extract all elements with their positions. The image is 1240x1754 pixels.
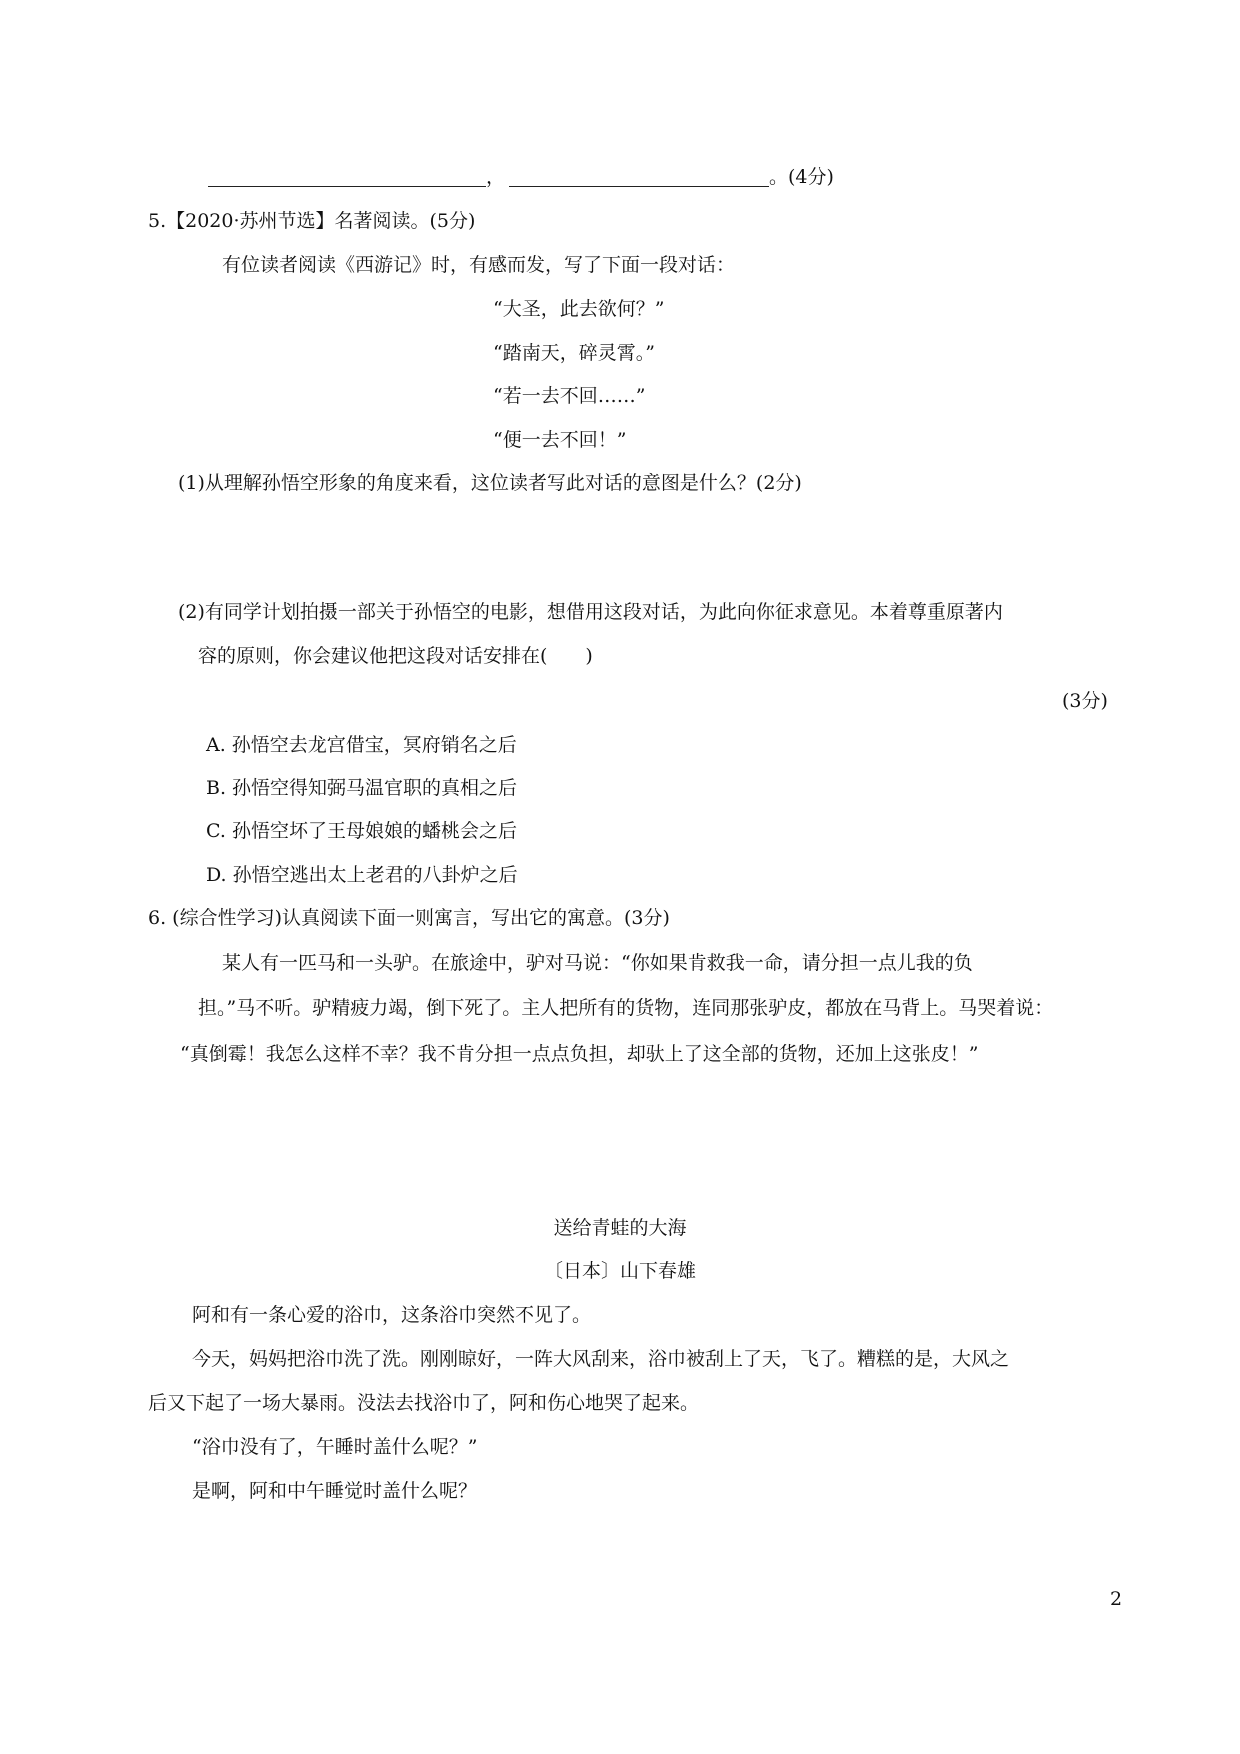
fable-line-1: 某人有一匹马和一头驴。在旅途中，驴对马说：“你如果肯救我一命，请分担一点儿我的负 — [222, 952, 973, 974]
story-paragraph-2-line2: 后又下起了一场大暴雨。没法去找浴巾了，阿和伤心地哭了起来。 — [148, 1392, 700, 1414]
q5-title: 5.【2020·苏州节选】名著阅读。(5分) — [148, 210, 476, 232]
q5-sub1: (1)从理解孙悟空形象的角度来看，这位读者写此对话的意图是什么？(2分) — [178, 472, 802, 494]
comma: ， — [486, 166, 506, 188]
q5-sub2-line2: 容的原则，你会建议他把这段对话安排在( ) — [198, 645, 593, 667]
q5-intro: 有位读者阅读《西游记》时，有感而发，写了下面一段对话： — [222, 254, 736, 276]
page-number: 2 — [1110, 1588, 1123, 1610]
story-paragraph-2-line1: 今天，妈妈把浴巾洗了洗。刚刚晾好，一阵大风刮来，浴巾被刮上了天，飞了。糟糕的是，大风之 — [192, 1348, 1010, 1370]
dialogue-line-4: “便一去不回！” — [493, 429, 627, 451]
story-paragraph-1: 阿和有一条心爱的浴巾，这条浴巾突然不见了。 — [192, 1304, 592, 1326]
story-paragraph-4: 是啊，阿和中午睡觉时盖什么呢？ — [192, 1480, 478, 1502]
option-c: C. 孙悟空坏了王母娘娘的蟠桃会之后 — [206, 820, 517, 842]
answer-blank-2[interactable] — [509, 166, 769, 187]
story-title: 送给青蛙的大海 — [553, 1217, 687, 1239]
dialogue-line-1: “大圣，此去欲何？” — [493, 298, 665, 320]
q5-sub2-line1: (2)有同学计划拍摄一部关于孙悟空的电影，想借用这段对话，为此向你征求意见。本着尊重原著内 — [178, 601, 1003, 623]
fable-line-2: 担。”马不听。驴精疲力竭，倒下死了。主人把所有的货物，连同那张驴皮，都放在马背上。马哭着说： — [198, 997, 1054, 1019]
option-a: A. 孙悟空去龙宫借宝，冥府销名之后 — [206, 734, 517, 756]
q5-sub2-score: (3分) — [1062, 690, 1108, 712]
story-paragraph-3: “浴巾没有了，午睡时盖什么呢？” — [192, 1436, 478, 1458]
dialogue-line-3: “若一去不回……” — [493, 385, 646, 407]
q6-title: 6. (综合性学习)认真阅读下面一则寓言，写出它的寓意。(3分) — [148, 907, 670, 929]
q4-score: 。(4分) — [769, 166, 834, 188]
option-b: B. 孙悟空得知弼马温官职的真相之后 — [206, 777, 518, 799]
fable-line-3: “真倒霉！我怎么这样不幸？我不肯分担一点点负担，却驮上了这全部的货物，还加上这张皮！” — [180, 1043, 979, 1065]
story-author: 〔日本〕山下春雄 — [543, 1260, 696, 1282]
answer-blank-1[interactable] — [208, 166, 486, 187]
option-d: D. 孙悟空逃出太上老君的八卦炉之后 — [206, 864, 518, 886]
dialogue-line-2: “踏南天，碎灵霄。” — [493, 342, 655, 364]
q4-answer-line — [208, 166, 834, 187]
